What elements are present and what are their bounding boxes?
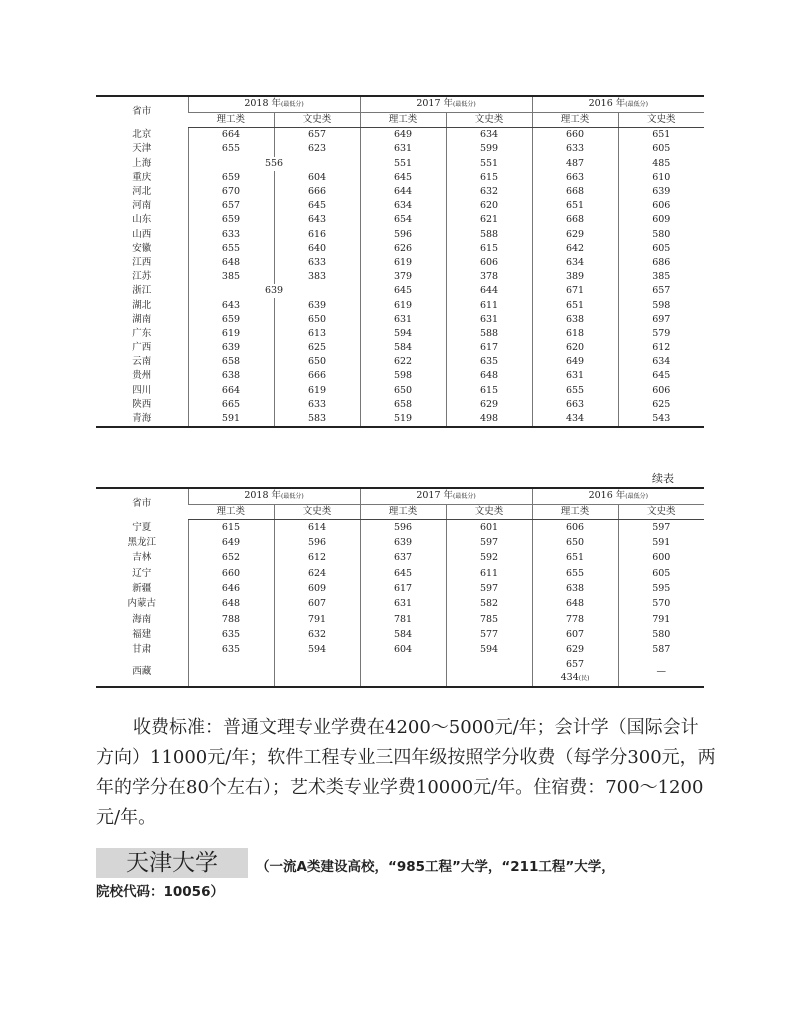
score-cell: 637 <box>360 551 446 566</box>
province-cell: 广西 <box>132 342 152 354</box>
header-sci: 理工类 <box>360 113 446 128</box>
header-sci: 理工类 <box>188 505 274 520</box>
score-cell: 604 <box>274 171 360 185</box>
header-year-2016: 2016 年(最低分) <box>532 96 704 113</box>
score-cell: 650 <box>532 535 618 550</box>
score-cell: 622 <box>360 355 446 369</box>
header-arts: 文史类 <box>446 505 532 520</box>
score-table-continued <box>96 487 704 688</box>
score-cell: 668 <box>532 185 618 199</box>
score-cell: 598 <box>618 298 704 312</box>
score-cell: 633 <box>532 142 618 156</box>
table-row <box>96 142 704 156</box>
score-cell: 655 <box>532 566 618 581</box>
fees-paragraph: 收费标准：普通文理专业学费在4200～5000元/年；会计学（国际会计方向）11000元/年；软件工程专业三四年级按照学分收费（每学分300元，两年的学分在80个左右）；艺术类专业学费10000元/年。住宿费：700～1200元/年。 <box>96 717 716 828</box>
score-cell: 577 <box>446 627 532 642</box>
header-arts: 文史类 <box>274 505 360 520</box>
score-cell: 582 <box>446 597 532 612</box>
score-cell: 607 <box>532 627 618 642</box>
score-cell: 633 <box>188 228 274 242</box>
province-cell: 甘肃 <box>132 644 152 656</box>
score-cell: 591 <box>188 412 274 427</box>
score-cell: 617 <box>446 341 532 355</box>
province-cell: 福建 <box>132 628 152 640</box>
score-cell: 594 <box>274 643 360 658</box>
score-cell <box>274 658 360 687</box>
province-cell: 浙江 <box>132 285 152 297</box>
score-cell: 639 <box>360 535 446 550</box>
province-cell: 重庆 <box>132 171 152 183</box>
score-cell: 626 <box>360 242 446 256</box>
score-cell: 600 <box>618 551 704 566</box>
score-cell: 645 <box>360 171 446 185</box>
province-cell: 上海 <box>132 157 152 169</box>
score-cell: 634 <box>360 199 446 213</box>
score-cell: 649 <box>360 128 446 143</box>
table-row <box>96 369 704 383</box>
score-cell: 664 <box>188 128 274 143</box>
table-row <box>96 341 704 355</box>
score-cell: 648 <box>532 597 618 612</box>
score-cell: 651 <box>532 298 618 312</box>
score-cell: 657 <box>188 199 274 213</box>
header-sci: 理工类 <box>532 505 618 520</box>
table-row <box>96 298 704 312</box>
score-cell: 644 <box>446 284 532 298</box>
province-cell: 江苏 <box>132 271 152 283</box>
score-cell: 606 <box>618 199 704 213</box>
score-cell: 615 <box>446 242 532 256</box>
province-cell: 四川 <box>132 384 152 396</box>
province-cell: 安徽 <box>132 242 152 254</box>
score-cell: 638 <box>188 369 274 383</box>
table-row <box>96 213 704 227</box>
score-cell: 584 <box>360 341 446 355</box>
score-cell: 634 <box>532 256 618 270</box>
score-cell: 633 <box>274 256 360 270</box>
score-cell: 671 <box>532 284 618 298</box>
province-cell: 西藏 <box>96 658 188 687</box>
table-row <box>96 612 704 627</box>
score-cell: 639 <box>188 341 274 355</box>
score-cell: 610 <box>618 171 704 185</box>
province-cell: 宁夏 <box>132 521 152 533</box>
score-cell: 646 <box>188 581 274 596</box>
score-cell: 639 <box>274 298 360 312</box>
table-row <box>96 581 704 596</box>
score-cell: 638 <box>532 581 618 596</box>
score-cell: 631 <box>360 597 446 612</box>
table-row <box>96 627 704 642</box>
score-cell: 668 <box>532 213 618 227</box>
province-cell: 贵州 <box>132 370 152 382</box>
score-cell: 788 <box>188 612 274 627</box>
score-cell: 620 <box>446 199 532 213</box>
table-row <box>96 185 704 199</box>
header-sci: 理工类 <box>360 505 446 520</box>
score-cell: 588 <box>446 327 532 341</box>
score-cell: 615 <box>446 384 532 398</box>
header-year-2017: 2017 年(最低分) <box>360 488 532 505</box>
score-cell: 658 <box>360 398 446 412</box>
score-cell: 660 <box>188 566 274 581</box>
table-row <box>96 157 704 171</box>
score-cell: 543 <box>618 412 704 427</box>
score-cell: 651 <box>618 128 704 143</box>
score-cell: 640 <box>274 242 360 256</box>
score-cell: 785 <box>446 612 532 627</box>
province-cell: 山东 <box>132 214 152 226</box>
score-cell: 639 <box>618 185 704 199</box>
score-cell: 385 <box>618 270 704 284</box>
province-cell: 湖北 <box>132 299 152 311</box>
score-cell: 645 <box>360 566 446 581</box>
province-cell: 河南 <box>132 200 152 212</box>
province-cell: 吉林 <box>132 552 152 564</box>
score-cell: 487 <box>532 157 618 171</box>
header-sci: 理工类 <box>188 113 274 128</box>
score-cell: 599 <box>446 142 532 156</box>
score-cell: 607 <box>274 597 360 612</box>
score-table-main-body <box>96 128 704 427</box>
score-cell: 778 <box>532 612 618 627</box>
score-cell: 629 <box>532 228 618 242</box>
score-cell: 625 <box>274 341 360 355</box>
header-year-2016: 2016 年(最低分) <box>532 488 704 505</box>
score-cell: 631 <box>360 313 446 327</box>
score-cell: 650 <box>274 313 360 327</box>
score-cell: 642 <box>532 242 618 256</box>
table-row <box>96 228 704 242</box>
score-cell: 658 <box>188 355 274 369</box>
continued-label: 续表 <box>652 472 674 485</box>
score-cell: 631 <box>532 369 618 383</box>
score-cell: 670 <box>188 185 274 199</box>
score-cell: 624 <box>274 566 360 581</box>
score-cell: 379 <box>360 270 446 284</box>
university-note-line1: （一流A类建设高校，“985工程”大学，“211工程”大学， <box>256 859 615 875</box>
score-cell: 609 <box>274 581 360 596</box>
score-cell: 645 <box>274 199 360 213</box>
score-cell: 597 <box>446 581 532 596</box>
score-cell: 597 <box>446 535 532 550</box>
score-cell: 648 <box>188 597 274 612</box>
score-cell: 791 <box>274 612 360 627</box>
score-cell: 385 <box>188 270 274 284</box>
score-cell: 612 <box>618 341 704 355</box>
score-cell: 659 <box>188 171 274 185</box>
header-province: 省市 <box>96 96 188 128</box>
score-cell: 588 <box>446 228 532 242</box>
score-cell: 663 <box>532 171 618 185</box>
score-cell: 631 <box>446 313 532 327</box>
table-row <box>96 199 704 213</box>
header-sci: 理工类 <box>532 113 618 128</box>
score-cell: 605 <box>618 142 704 156</box>
score-cell: 666 <box>274 185 360 199</box>
table-row <box>96 171 704 185</box>
province-cell: 海南 <box>132 613 152 625</box>
score-cell: 597 <box>618 520 704 536</box>
score-cell: 651 <box>532 551 618 566</box>
score-cell: 611 <box>446 298 532 312</box>
score-cell: 632 <box>446 185 532 199</box>
university-note-line2: 院校代码：10056） <box>96 884 224 900</box>
score-cell: 596 <box>360 520 446 536</box>
table-row <box>96 597 704 612</box>
table-row <box>96 327 704 341</box>
score-cell: 659 <box>188 213 274 227</box>
score-cell: 652 <box>188 551 274 566</box>
table-row <box>96 412 704 427</box>
score-cell: 592 <box>446 551 532 566</box>
score-cell: 596 <box>274 535 360 550</box>
table-row-xizang <box>96 658 704 687</box>
province-cell: 内蒙古 <box>127 598 156 610</box>
score-cell: 655 <box>188 142 274 156</box>
score-cell: 618 <box>532 327 618 341</box>
score-cell: 663 <box>532 398 618 412</box>
table-row <box>96 270 704 284</box>
score-cell: 621 <box>446 213 532 227</box>
score-cell: 655 <box>188 242 274 256</box>
score-cell: 657 <box>274 128 360 143</box>
header-arts: 文史类 <box>446 113 532 128</box>
score-cell: 648 <box>446 369 532 383</box>
score-cell: 659 <box>188 313 274 327</box>
header-arts: 文史类 <box>618 505 704 520</box>
score-cell: 638 <box>532 313 618 327</box>
score-cell: 606 <box>618 384 704 398</box>
score-cell: 625 <box>618 398 704 412</box>
score-cell: 615 <box>446 171 532 185</box>
score-cell: 605 <box>618 242 704 256</box>
score-cell: 654 <box>360 213 446 227</box>
score-cell: 579 <box>618 327 704 341</box>
score-cell: 660 <box>532 128 618 143</box>
score-cell: 649 <box>532 355 618 369</box>
province-cell: 辽宁 <box>132 567 152 579</box>
table-row <box>96 256 704 270</box>
score-cell: 591 <box>618 535 704 550</box>
score-cell: 619 <box>360 298 446 312</box>
score-cell: 570 <box>618 597 704 612</box>
province-cell: 云南 <box>132 356 152 368</box>
score-cell: 594 <box>360 327 446 341</box>
score-cell: 635 <box>188 643 274 658</box>
score-cell: 634 <box>446 128 532 143</box>
score-cell: 605 <box>618 566 704 581</box>
table-row <box>96 643 704 658</box>
score-cell-merged: 639 <box>188 284 360 298</box>
score-cell: 635 <box>188 627 274 642</box>
table-row <box>96 566 704 581</box>
score-cell: 664 <box>188 384 274 398</box>
table-row <box>96 128 704 143</box>
header-year-2017: 2017 年(最低分) <box>360 96 532 113</box>
score-cell: 631 <box>360 142 446 156</box>
score-cell: 616 <box>274 228 360 242</box>
province-cell: 河北 <box>132 186 152 198</box>
score-cell: 614 <box>274 520 360 536</box>
province-cell: 江西 <box>132 256 152 268</box>
score-cell: 606 <box>532 520 618 536</box>
table-row <box>96 313 704 327</box>
score-cell: 648 <box>188 256 274 270</box>
score-cell-xizang-2016-sci: 657 434(民) <box>532 658 618 687</box>
score-cell: 791 <box>618 612 704 627</box>
score-cell: 632 <box>274 627 360 642</box>
header-year-2018: 2018 年(最低分) <box>188 488 360 505</box>
score-cell: 606 <box>446 256 532 270</box>
score-cell <box>360 658 446 687</box>
score-cell: 650 <box>274 355 360 369</box>
province-cell: 黑龙江 <box>127 537 156 549</box>
table-row <box>96 535 704 550</box>
score-table-continued-body <box>96 520 704 687</box>
score-cell: 389 <box>532 270 618 284</box>
province-cell: 山西 <box>132 228 152 240</box>
score-cell: 644 <box>360 185 446 199</box>
score-cell: 619 <box>360 256 446 270</box>
score-cell: 619 <box>274 384 360 398</box>
score-cell: 666 <box>274 369 360 383</box>
table-row <box>96 284 704 298</box>
province-cell: 新疆 <box>132 583 152 595</box>
score-cell <box>446 658 532 687</box>
score-cell: 623 <box>274 142 360 156</box>
score-cell: 498 <box>446 412 532 427</box>
table-row <box>96 355 704 369</box>
header-arts: 文史类 <box>618 113 704 128</box>
score-cell: 596 <box>360 228 446 242</box>
score-cell: 643 <box>274 213 360 227</box>
score-cell: 651 <box>532 199 618 213</box>
score-cell: 635 <box>446 355 532 369</box>
province-cell: 湖南 <box>132 313 152 325</box>
university-name: 天津大学 <box>96 848 248 878</box>
score-cell: 781 <box>360 612 446 627</box>
score-cell: 551 <box>446 157 532 171</box>
score-cell: 645 <box>618 369 704 383</box>
province-cell: 天津 <box>132 143 152 155</box>
score-cell: 613 <box>274 327 360 341</box>
table-row <box>96 242 704 256</box>
score-cell: 619 <box>188 327 274 341</box>
score-cell: 587 <box>618 643 704 658</box>
header-year-2018: 2018 年(最低分) <box>188 96 360 113</box>
score-cell: 580 <box>618 228 704 242</box>
score-cell: 611 <box>446 566 532 581</box>
score-cell: 615 <box>188 520 274 536</box>
score-cell: 612 <box>274 551 360 566</box>
score-cell: 620 <box>532 341 618 355</box>
table-row <box>96 551 704 566</box>
table-row <box>96 398 704 412</box>
header-arts: 文史类 <box>274 113 360 128</box>
score-cell: 617 <box>360 581 446 596</box>
score-cell: 583 <box>274 412 360 427</box>
score-cell: 629 <box>532 643 618 658</box>
score-cell <box>188 658 274 687</box>
province-cell: 青海 <box>96 412 188 427</box>
province-cell: 北京 <box>132 129 152 141</box>
score-cell: 629 <box>446 398 532 412</box>
score-cell: 594 <box>446 643 532 658</box>
score-cell: 580 <box>618 627 704 642</box>
score-cell-merged: 556 <box>188 157 360 171</box>
score-cell-xizang-2016-arts: — <box>618 658 704 687</box>
province-cell: 陕西 <box>132 398 152 410</box>
score-cell: 686 <box>618 256 704 270</box>
score-cell: 601 <box>446 520 532 536</box>
province-cell: 广东 <box>132 327 152 339</box>
score-cell: 519 <box>360 412 446 427</box>
score-cell: 645 <box>360 284 446 298</box>
score-cell: 697 <box>618 313 704 327</box>
score-cell: 634 <box>618 355 704 369</box>
table-row <box>96 520 704 536</box>
score-cell: 604 <box>360 643 446 658</box>
score-cell: 649 <box>188 535 274 550</box>
score-cell: 378 <box>446 270 532 284</box>
header-province: 省市 <box>96 488 188 520</box>
score-cell: 485 <box>618 157 704 171</box>
score-cell: 584 <box>360 627 446 642</box>
score-cell: 598 <box>360 369 446 383</box>
score-cell: 665 <box>188 398 274 412</box>
score-cell: 383 <box>274 270 360 284</box>
score-cell: 650 <box>360 384 446 398</box>
score-cell: 655 <box>532 384 618 398</box>
score-cell: 551 <box>360 157 446 171</box>
score-cell: 434 <box>532 412 618 427</box>
score-cell: 609 <box>618 213 704 227</box>
score-table-main <box>96 95 704 428</box>
score-cell: 633 <box>274 398 360 412</box>
score-cell: 657 <box>618 284 704 298</box>
score-cell: 595 <box>618 581 704 596</box>
table-row <box>96 384 704 398</box>
score-cell: 643 <box>188 298 274 312</box>
